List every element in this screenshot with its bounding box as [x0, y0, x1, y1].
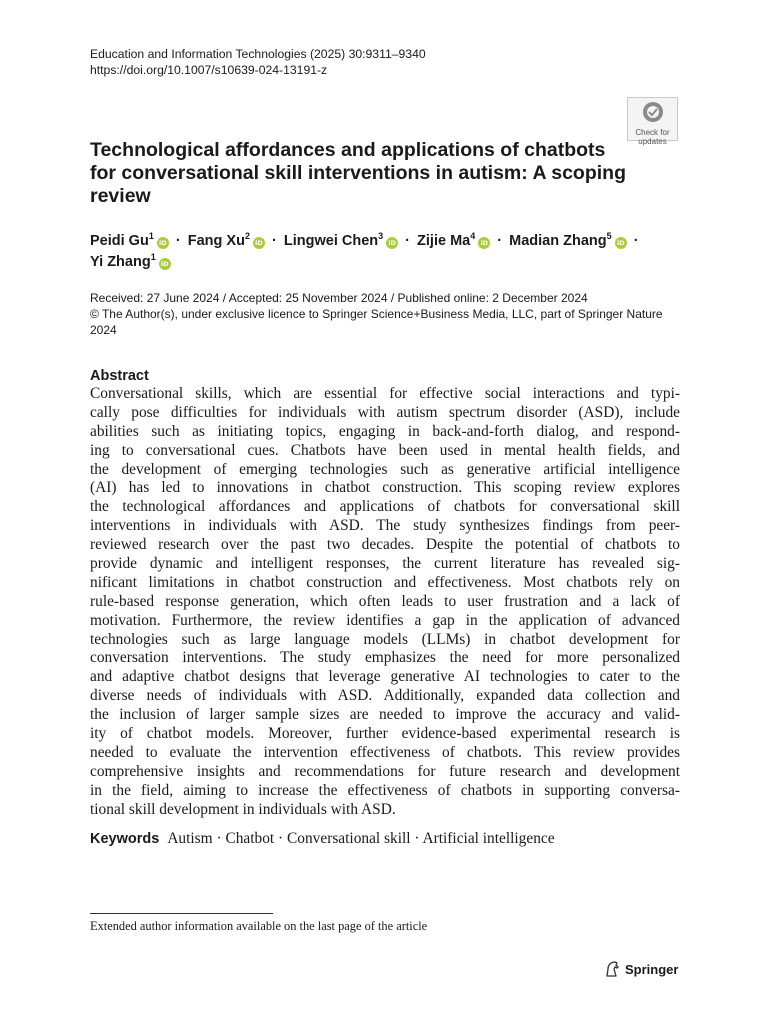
abstract-line: the inclusion of larger sample sizes are needed to improve the accuracy and valid- [90, 706, 680, 724]
author-name: Peidi Gu [90, 233, 149, 249]
abstract-line: (AI) has led to innovations in chatbot construction. This scoping review explores [90, 479, 680, 497]
affiliation-marker: 1 [148, 231, 154, 241]
author-separator: · [497, 233, 503, 249]
keywords [90, 829, 555, 849]
abstract-line: technologies such as large language models (LLMs) in chatbot development for [90, 630, 680, 648]
abstract-line: ity of chatbot models. Moreover, further evidence-based experimental research is [90, 725, 680, 743]
orcid-icon[interactable]: iD [159, 258, 171, 270]
orcid-icon[interactable]: iD [386, 237, 398, 249]
publisher-name: Springer [625, 961, 679, 977]
author[interactable] [90, 233, 169, 249]
abstract-line: motivation. Furthermore, the review identifies a gap in the application of advanced [90, 611, 680, 629]
keywords-label: Keywords [90, 831, 160, 847]
orcid-icon[interactable]: iD [253, 237, 265, 249]
abstract-line: cally pose difficulties for individuals with autism spectrum disorder (ASD), include [90, 403, 680, 421]
abstract-line: rule-based response generation, which often leads to user frustration and a lack of [90, 592, 680, 610]
abstract-line: provide dynamic and intelligent responses, the current literature has revealed sig- [90, 555, 680, 573]
title-line: Technological affordances and applications of chatbots [90, 139, 606, 161]
title-line: for conversational skill interventions in autism: A scoping [90, 162, 626, 184]
footnote: Extended author information available on the last page of the article [90, 919, 428, 933]
abstract-line: needed to evaluate the intervention effectiveness of chatbots. This review provides [90, 743, 680, 761]
publisher-logo [603, 959, 678, 979]
abstract-line: the technological affordances and applications of chatbots for conversational skill [90, 498, 680, 516]
abstract-line: ing to conversational cues. Chatbots have been used in mental health fields, and [90, 441, 680, 459]
footnote-divider [90, 913, 273, 914]
affiliation-marker: 2 [244, 231, 250, 241]
author-list [90, 231, 670, 273]
author-separator: · [272, 233, 277, 249]
author-name: Yi Zhang [90, 254, 151, 270]
abstract-line: Conversational skills, which are essential for effective social interactions and typi- [90, 385, 680, 402]
article-title [90, 139, 650, 208]
orcid-icon[interactable]: iD [478, 237, 490, 249]
abstract-line: diverse needs of individuals with ASD. Additionally, expanded data collection and [90, 687, 680, 705]
abstract-line: and adaptive chatbot designs that leverage generative AI technologies to cater to the [90, 668, 680, 686]
abstract-line: abilities such as initiating topics, engaging in back-and-forth dialog, and respond- [90, 422, 680, 440]
author-name: Zijie Ma [417, 233, 471, 249]
abstract-line: reviewed research over the past two decades. Despite the potential of chatbots to [90, 536, 680, 554]
abstract-line: tional skill development in individuals with ASD. [90, 800, 396, 818]
abstract-heading: Abstract [90, 368, 149, 384]
author[interactable] [417, 233, 490, 249]
keywords-list: Autism · Chatbot · Conversational skill · Artificial intelligence [167, 830, 555, 847]
author-name: Madian Zhang [509, 233, 607, 249]
author[interactable] [188, 233, 265, 249]
author-separator: · [405, 233, 411, 249]
copyright-line: © The Author(s), under exclusive licence to Springer Science+Business Media, LLC, part of Springer Nature [90, 306, 663, 321]
abstract-line: nificant limitations in chatbot construction and effectiveness. Most chatbots rely on [90, 573, 680, 591]
affiliation-marker: 5 [606, 231, 612, 241]
abstract-line: comprehensive insights and recommendations for future research and development [90, 762, 680, 780]
author-separator: · [175, 233, 181, 249]
abstract-line: conversation interventions. The study emphasizes the need for more personalized [90, 649, 680, 667]
copyright-year: 2024 [90, 322, 117, 337]
author-name: Lingwei Chen [283, 233, 379, 249]
doi-link[interactable]: https://doi.org/10.1007/s10639-024-13191-z [90, 62, 328, 77]
author-name: Fang Xu [187, 233, 245, 249]
abstract-line: interventions in individuals with ASD. The study synthesizes findings from peer- [90, 517, 680, 535]
publication-dates [90, 291, 680, 338]
abstract-line: the development of emerging technologies such as generative artificial intelligence [90, 460, 680, 478]
author[interactable] [90, 254, 171, 270]
check-for-updates-badge[interactable] [627, 97, 678, 146]
history-dates: Received: 27 June 2024 / Accepted: 25 November 2024 / Published online: 2 December 2024 [90, 291, 588, 305]
affiliation-marker: 3 [378, 231, 384, 241]
journal-header [90, 47, 426, 78]
affiliation-marker: 1 [150, 252, 156, 262]
journal-citation: Education and Information Technologies (2025) 30:9311–9340 [90, 47, 426, 61]
springer-horse-icon [603, 960, 621, 978]
author-separator: · [633, 233, 639, 249]
affiliation-marker: 4 [470, 231, 476, 241]
author[interactable] [284, 233, 398, 249]
author[interactable] [509, 233, 627, 249]
orcid-icon[interactable]: iD [157, 237, 169, 249]
check-updates-icon [642, 101, 664, 123]
abstract-body [90, 385, 680, 819]
orcid-icon[interactable]: iD [615, 237, 627, 249]
check-updates-line2: updates [638, 137, 667, 146]
title-line: review [90, 185, 151, 207]
check-updates-line1: Check for [635, 128, 670, 137]
abstract-line: in the field, aiming to increase the effectiveness of chatbots in supporting conversa- [90, 781, 680, 799]
